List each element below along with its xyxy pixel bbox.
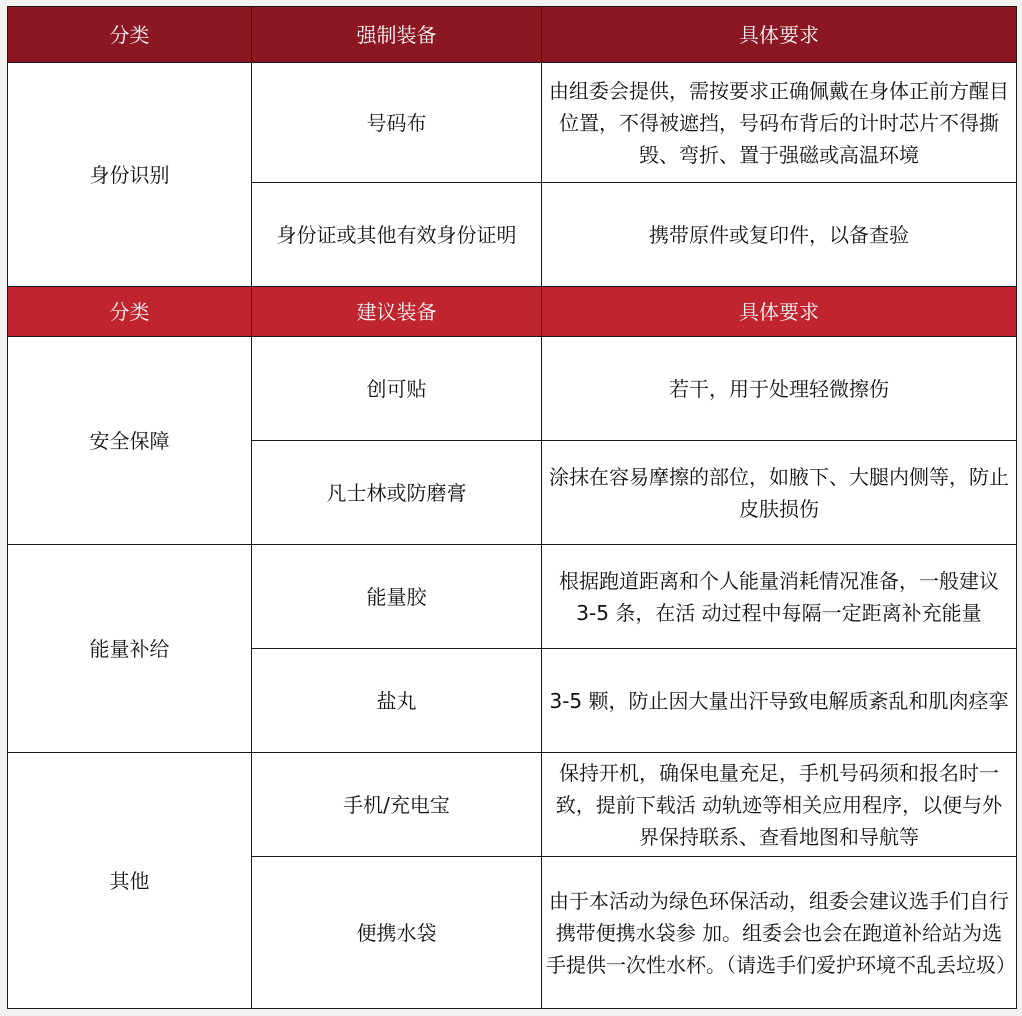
requirement-cell: 若干，用于处理轻微擦伤: [542, 337, 1017, 441]
category-cell-safety: 安全保障: [8, 337, 252, 545]
item-cell: 创可贴: [252, 337, 542, 441]
item-cell: 手机/充电宝: [252, 753, 542, 857]
recommended-header-row: [8, 287, 1017, 337]
header-category: 分类: [8, 287, 252, 337]
table-row: [8, 545, 1017, 649]
item-cell: 能量胶: [252, 545, 542, 649]
item-cell: 盐丸: [252, 649, 542, 753]
category-cell-energy: 能量补给: [8, 545, 252, 753]
item-cell: 号码布: [252, 63, 542, 183]
requirement-cell: 涂抹在容易摩擦的部位，如腋下、大腿内侧等，防止皮肤损伤: [542, 441, 1017, 545]
requirement-cell: 携带原件或复印件，以备查验: [542, 183, 1017, 287]
header-category: 分类: [8, 7, 252, 63]
table-row: [8, 337, 1017, 441]
header-requirement: 具体要求: [542, 7, 1017, 63]
requirement-cell: 由于本活动为绿色环保活动，组委会建议选手们自行携带便携水袋参 加。组委会也会在跑道补给站为选手提供一次性水杯。（请选手们爱护环境不乱丢垃圾）: [542, 857, 1017, 1009]
header-mandatory-equipment: 强制装备: [252, 7, 542, 63]
mandatory-header-row: [8, 7, 1017, 63]
category-cell-other: 其他: [8, 753, 252, 1009]
header-recommended-equipment: 建议装备: [252, 287, 542, 337]
item-cell: 便携水袋: [252, 857, 542, 1009]
header-requirement: 具体要求: [542, 287, 1017, 337]
requirement-cell: 3-5 颗，防止因大量出汗导致电解质紊乱和肌肉痉挛: [542, 649, 1017, 753]
table-row: [8, 63, 1017, 183]
item-cell: 凡士林或防磨膏: [252, 441, 542, 545]
requirement-cell: 由组委会提供，需按要求正确佩戴在身体正前方醒目位置，不得被遮挡，号码布背后的计时芯片不得撕毁、弯折、置于强磁或高温环境: [542, 63, 1017, 183]
category-cell-id: 身份识别: [8, 63, 252, 287]
requirement-cell: 保持开机，确保电量充足，手机号码须和报名时一致，提前下载活 动轨迹等相关应用程序，以便与外界保持联系、查看地图和导航等: [542, 753, 1017, 857]
requirement-cell: 根据跑道距离和个人能量消耗情况准备，一般建议 3-5 条，在活 动过程中每隔一定距离补充能量: [542, 545, 1017, 649]
equipment-table: [7, 6, 1017, 1009]
table-row: [8, 753, 1017, 857]
item-cell: 身份证或其他有效身份证明: [252, 183, 542, 287]
